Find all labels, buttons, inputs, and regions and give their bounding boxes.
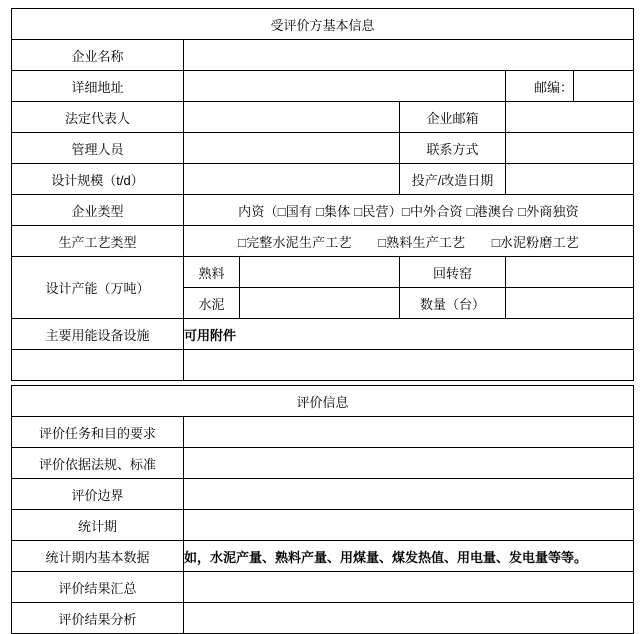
evaluation-info-table: [11, 385, 634, 634]
process-type-label: 生产工艺类型: [12, 226, 184, 257]
production-date-label: 投产/改造日期: [400, 164, 506, 195]
main-equipment-field[interactable]: 可用附件: [184, 319, 634, 350]
eval-basis-field[interactable]: [184, 448, 634, 479]
company-email-field[interactable]: [506, 102, 634, 133]
section-title-evaluation-info: 评价信息: [12, 386, 634, 417]
company-email-label: 企业邮箱: [400, 102, 506, 133]
kiln-count-field[interactable]: [506, 288, 634, 319]
stat-data-label: 统计期内基本数据: [12, 541, 184, 572]
eval-analysis-label: 评价结果分析: [12, 603, 184, 634]
table-row: [12, 350, 634, 381]
stat-period-label: 统计期: [12, 510, 184, 541]
capacity-cement-label: 水泥: [184, 288, 240, 319]
section-title-row: [12, 9, 634, 40]
eval-task-field[interactable]: [184, 417, 634, 448]
eval-analysis-field[interactable]: [184, 603, 634, 634]
address-field[interactable]: [184, 71, 506, 102]
blank-row-label: [12, 350, 184, 381]
table-row: [12, 479, 634, 510]
basic-info-table: [11, 8, 634, 381]
table-row: [12, 102, 634, 133]
table-row: [12, 195, 634, 226]
design-scale-label: 设计规模（t/d）: [12, 164, 184, 195]
table-row: [12, 603, 634, 634]
capacity-label: 设计产能（万吨）: [12, 257, 184, 319]
process-type-options[interactable]: □完整水泥生产工艺 □熟料生产工艺 □水泥粉磨工艺: [184, 226, 634, 257]
section-title-basic-info: 受评价方基本信息: [12, 9, 634, 40]
legal-rep-label: 法定代表人: [12, 102, 184, 133]
eval-boundary-label: 评价边界: [12, 479, 184, 510]
postcode-field[interactable]: [574, 71, 634, 102]
main-equipment-label: 主要用能设备设施: [12, 319, 184, 350]
manager-label: 管理人员: [12, 133, 184, 164]
company-type-options[interactable]: 内资（□国有 □集体 □民营）□中外合资 □港澳台 □外商独资: [184, 195, 634, 226]
eval-summary-label: 评价结果汇总: [12, 572, 184, 603]
form-sheet: [11, 8, 633, 634]
capacity-clinker-field[interactable]: [240, 257, 400, 288]
kiln-label: 回转窑: [400, 257, 506, 288]
eval-task-label: 评价任务和目的要求: [12, 417, 184, 448]
table-row: [12, 133, 634, 164]
production-date-field[interactable]: [506, 164, 634, 195]
stat-data-field[interactable]: 如，水泥产量、熟料产量、用煤量、煤发热值、用电量、发电量等等。: [184, 541, 634, 572]
table-row: [12, 541, 634, 572]
table-row: [12, 448, 634, 479]
contact-field[interactable]: [506, 133, 634, 164]
capacity-cement-field[interactable]: [240, 288, 400, 319]
table-row: [12, 510, 634, 541]
eval-basis-label: 评价依据法规、标准: [12, 448, 184, 479]
table-row: [12, 417, 634, 448]
table-row: [12, 71, 634, 102]
section-title-row: [12, 386, 634, 417]
table-row: [12, 572, 634, 603]
manager-field[interactable]: [184, 133, 400, 164]
kiln-field[interactable]: [506, 257, 634, 288]
legal-rep-field[interactable]: [184, 102, 400, 133]
stat-period-field[interactable]: [184, 510, 634, 541]
company-name-label: 企业名称: [12, 40, 184, 71]
eval-boundary-field[interactable]: [184, 479, 634, 510]
blank-row-field[interactable]: [184, 350, 634, 381]
table-row: [12, 164, 634, 195]
postcode-label: 邮编：: [506, 71, 574, 102]
capacity-clinker-label: 熟料: [184, 257, 240, 288]
table-row: [12, 319, 634, 350]
eval-summary-field[interactable]: [184, 572, 634, 603]
contact-label: 联系方式: [400, 133, 506, 164]
table-row: [12, 40, 634, 71]
table-row: [12, 257, 634, 288]
company-type-label: 企业类型: [12, 195, 184, 226]
kiln-count-label: 数量（台）: [400, 288, 506, 319]
company-name-field[interactable]: [184, 40, 634, 71]
design-scale-field[interactable]: [184, 164, 400, 195]
table-row: [12, 226, 634, 257]
address-label: 详细地址: [12, 71, 184, 102]
